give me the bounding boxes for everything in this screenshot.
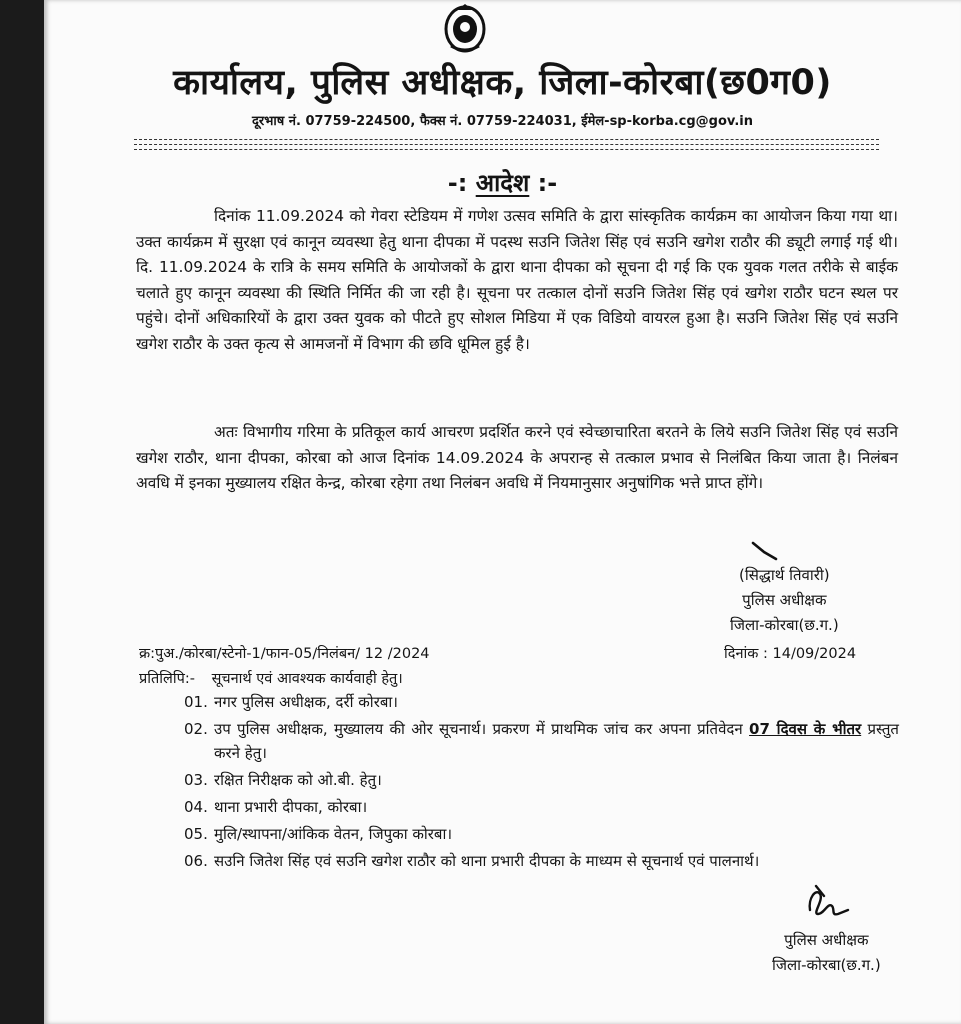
item-number: 01. [184,693,208,711]
item-text [214,717,899,765]
order-paragraph-1 [136,204,898,358]
header-rule [134,139,879,140]
item-text: रक्षित निरीक्षक को ओ.बी. हेतु। [214,771,382,789]
deadline-emphasis: 07 दिवस के भीतर [749,720,862,738]
item-text: मुलि/स्थापना/आंकिक वेतन, जिपुका कोरबा। [214,825,453,843]
list-item [184,768,899,792]
header-rule [134,144,879,145]
paragraph-text: अतः विभागीय गरिमा के प्रतिकूल कार्य आचरण प्रदर्शित करने एवं स्वेच्छाचारिता बरतने के लिये सउनि जितेश सिंह एवं सउनि खगेश राठौर, थाना दीपका, कोरबा को आज दिनांक 14.09.2024 के अपरान्ह से तत्काल प्रभाव से निलंबित किया जाता है। निलंबन अवधि में इनका मुख्यालय रक्षित केन्द्र, कोरबा रहेगा तथा निलंबन अवधि में नियमानुसार अनुषांगिक भत्ते प्राप्त होंगे। [136,423,898,493]
signatory-district: जिला-कोरबा(छ.ग.) [730,616,839,634]
list-item [184,690,899,714]
order-title-word: आदेश [475,169,530,197]
item-text: सउनि जितेश सिंह एवं सउनि खगेश राठौर को थाना प्रभारी दीपका के माध्यम से सूचनार्थ एवं पालनार्थ। [214,852,760,870]
letterhead-title: कार्यालय, पुलिस अधीक्षक, जिला-कोरबा(छ0ग0) [173,63,832,103]
item-number: 06. [184,852,208,870]
item-text-after: प्रस्तुत करने हेतु। [214,720,899,762]
order-paragraph-2 [136,420,898,497]
letterhead-contact: दूरभाष नं. 07759-224500, फैक्स नं. 07759-224031, ईमेल-sp-korba.cg@gov.in [252,114,753,129]
signatory-block [730,563,839,638]
date-label: दिनांक : [724,646,768,662]
signatory-block-2 [772,928,881,978]
item-number: 02. [184,720,208,738]
signatory-designation: पुलिस अधीक्षक [784,931,869,949]
list-item [184,717,899,765]
list-item [184,822,899,846]
header-rule [134,149,879,150]
list-item [184,849,899,873]
copy-list [184,690,899,876]
signatory-name: (सिद्धार्थ तिवारी) [739,566,830,584]
item-number: 03. [184,771,208,789]
list-item [184,795,899,819]
copy-heading [139,668,403,688]
order-title-suffix: :- [537,169,558,197]
item-text: थाना प्रभारी दीपका, कोरबा। [214,798,368,816]
signature-icon [798,880,852,922]
item-number: 05. [184,825,208,843]
copy-purpose: सूचनार्थ एवं आवश्यक कार्यवाही हेतु। [211,671,403,687]
signature-mark-icon [750,540,780,562]
document-page [44,0,961,1024]
item-text-before: उप पुलिस अधीक्षक, मुख्यालय की ओर सूचनार्थ। प्रकरण में प्राथमिक जांच कर अपना प्रतिवेदन [214,720,743,738]
signatory-designation: पुलिस अधीक्षक [742,591,827,609]
paragraph-text: दिनांक 11.09.2024 को गेवरा स्टेडियम में गणेश उत्सव समिति के द्वारा सांस्कृतिक कार्यक्रम का आयोजन किया गया था। उक्त कार्यक्रम में सुरक्षा एवं कानून व्यवस्था हेतु थाना दीपका में पदस्थ सउनि जितेश सिंह एवं सउनि खगेश राठौर की ड्यूटी लगाई गई थी। दि. 11.09.2024 के रात्रि के समय समिति के आयोजकों के द्वारा थाना दीपका को सूचना दी गई कि एक युवक गलत तरीके से बाईक चलाते हुए कानून व्यवस्था की स्थिति निर्मित की जा रही है। सूचना पर तत्काल दोनों सउनि जितेश सिंह एवं खगेश राठौर घटन स्थल पर पहुंचे। दोनों अधिकारियों के द्वारा उक्त युवक को पीटते हुए सोशल मिडिया में एक विडियो वायरल हुआ है। सउनि जितेश सिंह एवं सउनि खगेश राठौर के उक्त कृत्य से आमजनों में विभाग की छवि धूमिल हुई है। [136,207,898,353]
reference-date [724,643,856,663]
order-title-prefix: -: [447,169,468,197]
reference-number: क्र:पुअ./कोरबा/स्टेनो-1/फान-05/निलंबन/ 12 /2024 [139,646,430,662]
item-text: नगर पुलिस अधीक्षक, दर्री कोरबा। [214,693,398,711]
police-emblem-icon [425,2,505,54]
item-number: 04. [184,798,208,816]
date-value: 14/09/2024 [772,646,857,662]
copy-label: प्रतिलिपि:- [139,671,195,687]
order-title [44,166,961,199]
signatory-district: जिला-कोरबा(छ.ग.) [772,956,881,974]
